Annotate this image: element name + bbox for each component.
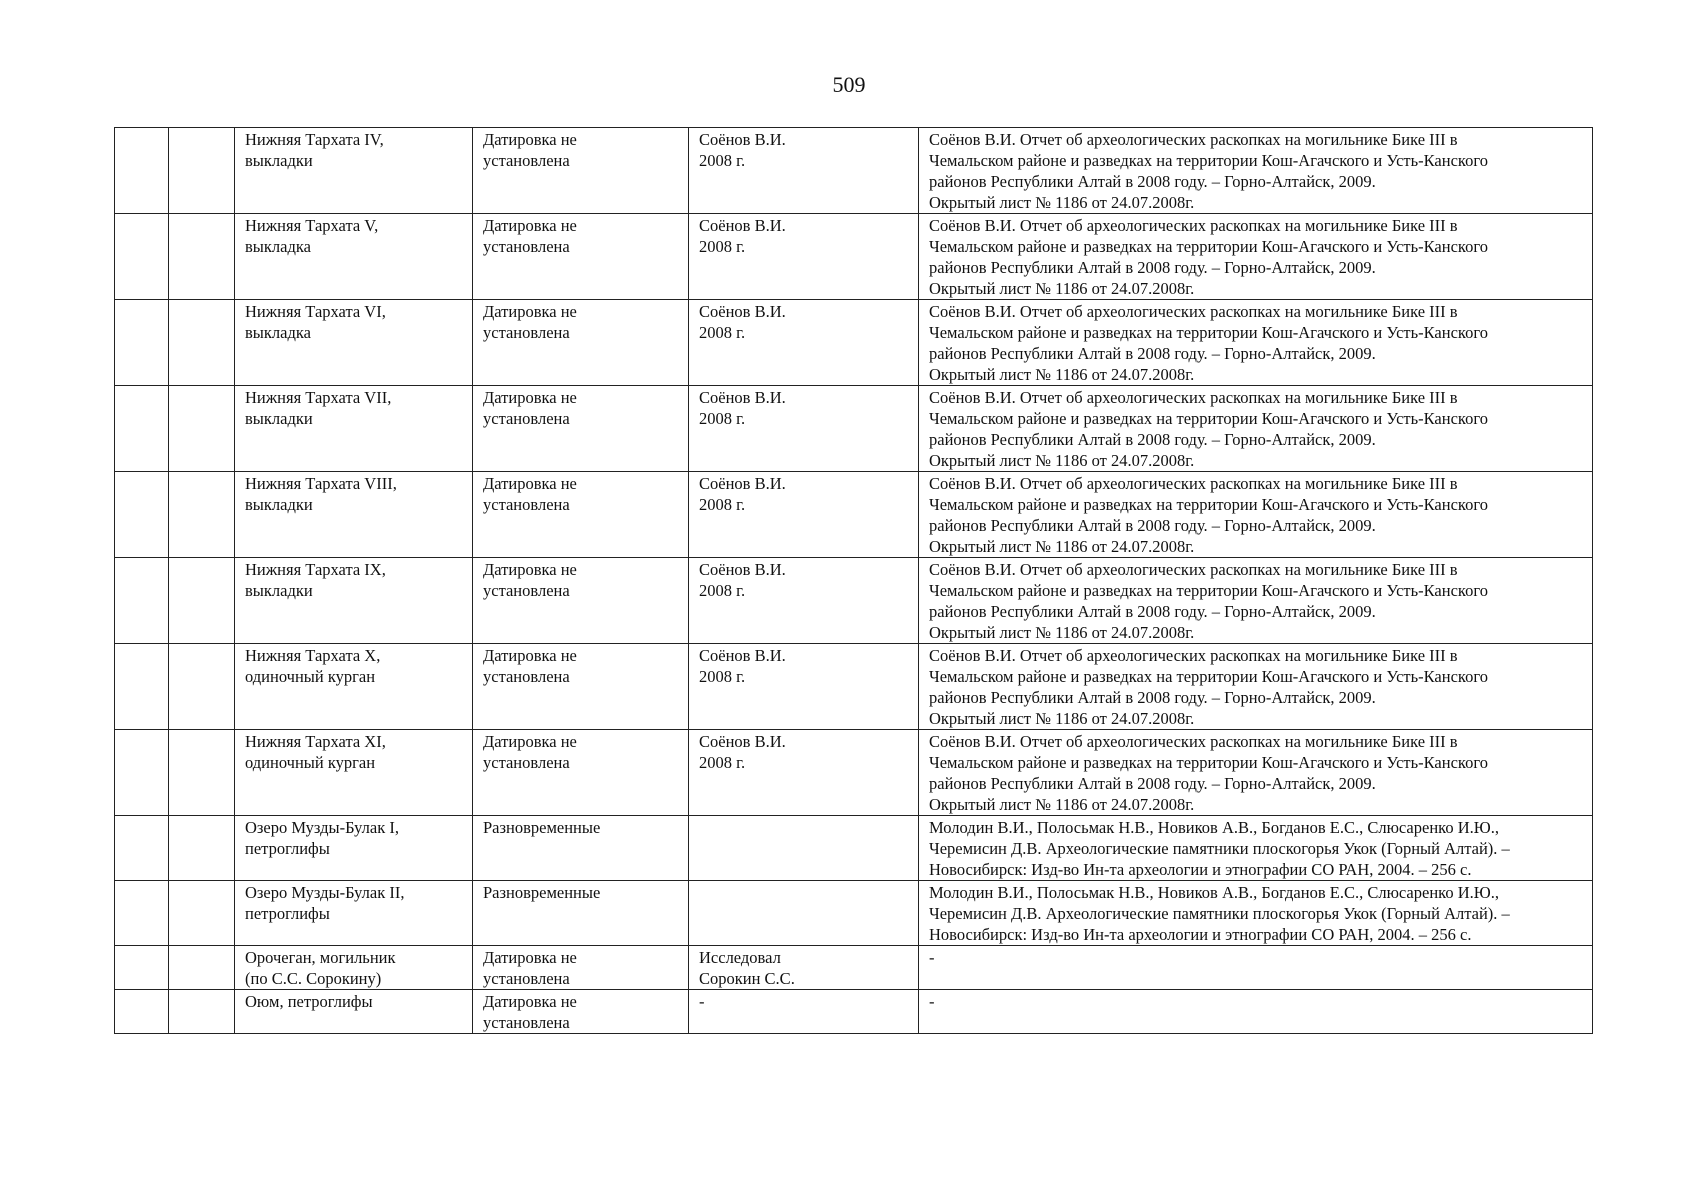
dating-cell: Датировка не установлена bbox=[473, 472, 689, 558]
number-cell bbox=[115, 816, 169, 881]
researcher-cell: Соёнов В.И. 2008 г. bbox=[689, 386, 919, 472]
dating-cell: Датировка не установлена bbox=[473, 300, 689, 386]
code-cell bbox=[169, 644, 235, 730]
number-cell bbox=[115, 644, 169, 730]
site-name-cell: Нижняя Тархата X, одиночный курган bbox=[235, 644, 473, 730]
number-cell bbox=[115, 214, 169, 300]
number-cell bbox=[115, 300, 169, 386]
code-cell bbox=[169, 472, 235, 558]
dating-cell: Датировка не установлена bbox=[473, 128, 689, 214]
table-row bbox=[115, 128, 1593, 214]
code-cell bbox=[169, 881, 235, 946]
code-cell bbox=[169, 214, 235, 300]
source-cell: Молодин В.И., Полосьмак Н.В., Новиков А.В., Богданов Е.С., Слюсаренко И.Ю., Черемисин Д.В. Археологические памятники плоскогорья Укок (Горный Алтай). – Новосибирск: Изд-во Ин-та археологии и этнографии СО РАН, 2004. – 256 с. bbox=[919, 881, 1593, 946]
table-row bbox=[115, 300, 1593, 386]
source-cell: Соёнов В.И. Отчет об археологических раскопках на могильнике Бике III в Чемальском районе и разведках на территории Кош-Агачского и Усть-Канского районов Республики Алтай в 2008 году. – Горно-Алтайск, 2009. Окрытый лист № 1186 от 24.07.2008г. bbox=[919, 386, 1593, 472]
site-name-cell: Нижняя Тархата V, выкладка bbox=[235, 214, 473, 300]
code-cell bbox=[169, 128, 235, 214]
site-name-cell: Нижняя Тархата VI, выкладка bbox=[235, 300, 473, 386]
researcher-cell: Соёнов В.И. 2008 г. bbox=[689, 644, 919, 730]
source-cell: Соёнов В.И. Отчет об археологических раскопках на могильнике Бике III в Чемальском районе и разведках на территории Кош-Агачского и Усть-Канского районов Республики Алтай в 2008 году. – Горно-Алтайск, 2009. Окрытый лист № 1186 от 24.07.2008г. bbox=[919, 128, 1593, 214]
source-cell: - bbox=[919, 946, 1593, 990]
table-row bbox=[115, 214, 1593, 300]
number-cell bbox=[115, 558, 169, 644]
number-cell bbox=[115, 386, 169, 472]
source-cell: - bbox=[919, 990, 1593, 1034]
code-cell bbox=[169, 946, 235, 990]
page-number: 509 bbox=[832, 72, 866, 97]
researcher-cell bbox=[689, 881, 919, 946]
source-cell: Соёнов В.И. Отчет об археологических раскопках на могильнике Бике III в Чемальском районе и разведках на территории Кош-Агачского и Усть-Канского районов Республики Алтай в 2008 году. – Горно-Алтайск, 2009. Окрытый лист № 1186 от 24.07.2008г. bbox=[919, 214, 1593, 300]
researcher-cell: - bbox=[689, 990, 919, 1034]
dating-cell: Датировка не установлена bbox=[473, 730, 689, 816]
site-name-cell: Оpочеган, могильник (по С.С. Сорокину) bbox=[235, 946, 473, 990]
dating-cell: Датировка не установлена bbox=[473, 990, 689, 1034]
site-name-cell: Нижняя Тархата IV, выкладки bbox=[235, 128, 473, 214]
site-name-cell: Нижняя Тархата VIII, выкладки bbox=[235, 472, 473, 558]
source-cell: Соёнов В.И. Отчет об археологических раскопках на могильнике Бике III в Чемальском районе и разведках на территории Кош-Агачского и Усть-Канского районов Республики Алтай в 2008 году. – Горно-Алтайск, 2009. Окрытый лист № 1186 от 24.07.2008г. bbox=[919, 730, 1593, 816]
dating-cell: Датировка не установлена bbox=[473, 386, 689, 472]
number-cell bbox=[115, 990, 169, 1034]
table-row bbox=[115, 990, 1593, 1034]
researcher-cell: Соёнов В.И. 2008 г. bbox=[689, 558, 919, 644]
table-row bbox=[115, 946, 1593, 990]
source-cell: Соёнов В.И. Отчет об археологических раскопках на могильнике Бике III в Чемальском районе и разведках на территории Кош-Агачского и Усть-Канского районов Республики Алтай в 2008 году. – Горно-Алтайск, 2009. Окрытый лист № 1186 от 24.07.2008г. bbox=[919, 558, 1593, 644]
researcher-cell bbox=[689, 816, 919, 881]
code-cell bbox=[169, 816, 235, 881]
code-cell bbox=[169, 990, 235, 1034]
number-cell bbox=[115, 128, 169, 214]
source-cell: Соёнов В.И. Отчет об археологических раскопках на могильнике Бике III в Чемальском районе и разведках на территории Кош-Агачского и Усть-Канского районов Республики Алтай в 2008 году. – Горно-Алтайск, 2009. Окрытый лист № 1186 от 24.07.2008г. bbox=[919, 472, 1593, 558]
site-name-cell: Оюм, петроглифы bbox=[235, 990, 473, 1034]
table-row bbox=[115, 386, 1593, 472]
source-cell: Соёнов В.И. Отчет об археологических раскопках на могильнике Бике III в Чемальском районе и разведках на территории Кош-Агачского и Усть-Канского районов Республики Алтай в 2008 году. – Горно-Алтайск, 2009. Окрытый лист № 1186 от 24.07.2008г. bbox=[919, 300, 1593, 386]
researcher-cell: Исследовал Сорокин С.С. bbox=[689, 946, 919, 990]
number-cell bbox=[115, 881, 169, 946]
dating-cell: Датировка не установлена bbox=[473, 644, 689, 730]
researcher-cell: Соёнов В.И. 2008 г. bbox=[689, 472, 919, 558]
table-row bbox=[115, 730, 1593, 816]
table-row bbox=[115, 644, 1593, 730]
code-cell bbox=[169, 730, 235, 816]
site-name-cell: Озеро Музды-Булак I, петроглифы bbox=[235, 816, 473, 881]
researcher-cell: Соёнов В.И. 2008 г. bbox=[689, 214, 919, 300]
dating-cell: Датировка не установлена bbox=[473, 558, 689, 644]
dating-cell: Датировка не установлена bbox=[473, 946, 689, 990]
researcher-cell: Соёнов В.И. 2008 г. bbox=[689, 300, 919, 386]
code-cell bbox=[169, 558, 235, 644]
site-name-cell: Нижняя Тархата XI, одиночный курган bbox=[235, 730, 473, 816]
site-name-cell: Озеро Музды-Булак II, петроглифы bbox=[235, 881, 473, 946]
dating-cell: Датировка не установлена bbox=[473, 214, 689, 300]
site-name-cell: Нижняя Тархата VII, выкладки bbox=[235, 386, 473, 472]
table-row bbox=[115, 816, 1593, 881]
researcher-cell: Соёнов В.И. 2008 г. bbox=[689, 730, 919, 816]
code-cell bbox=[169, 386, 235, 472]
code-cell bbox=[169, 300, 235, 386]
source-cell: Молодин В.И., Полосьмак Н.В., Новиков А.В., Богданов Е.С., Слюсаренко И.Ю., Черемисин Д.В. Археологические памятники плоскогорья Укок (Горный Алтай). – Новосибирск: Изд-во Ин-та археологии и этнографии СО РАН, 2004. – 256 с. bbox=[919, 816, 1593, 881]
table-row bbox=[115, 558, 1593, 644]
monuments-table bbox=[114, 127, 1593, 1034]
number-cell bbox=[115, 946, 169, 990]
number-cell bbox=[115, 730, 169, 816]
table-row bbox=[115, 472, 1593, 558]
table-row bbox=[115, 881, 1593, 946]
dating-cell: Разновременные bbox=[473, 881, 689, 946]
number-cell bbox=[115, 472, 169, 558]
researcher-cell: Соёнов В.И. 2008 г. bbox=[689, 128, 919, 214]
source-cell: Соёнов В.И. Отчет об археологических раскопках на могильнике Бике III в Чемальском районе и разведках на территории Кош-Агачского и Усть-Канского районов Республики Алтай в 2008 году. – Горно-Алтайск, 2009. Окрытый лист № 1186 от 24.07.2008г. bbox=[919, 644, 1593, 730]
dating-cell: Разновременные bbox=[473, 816, 689, 881]
site-name-cell: Нижняя Тархата IX, выкладки bbox=[235, 558, 473, 644]
